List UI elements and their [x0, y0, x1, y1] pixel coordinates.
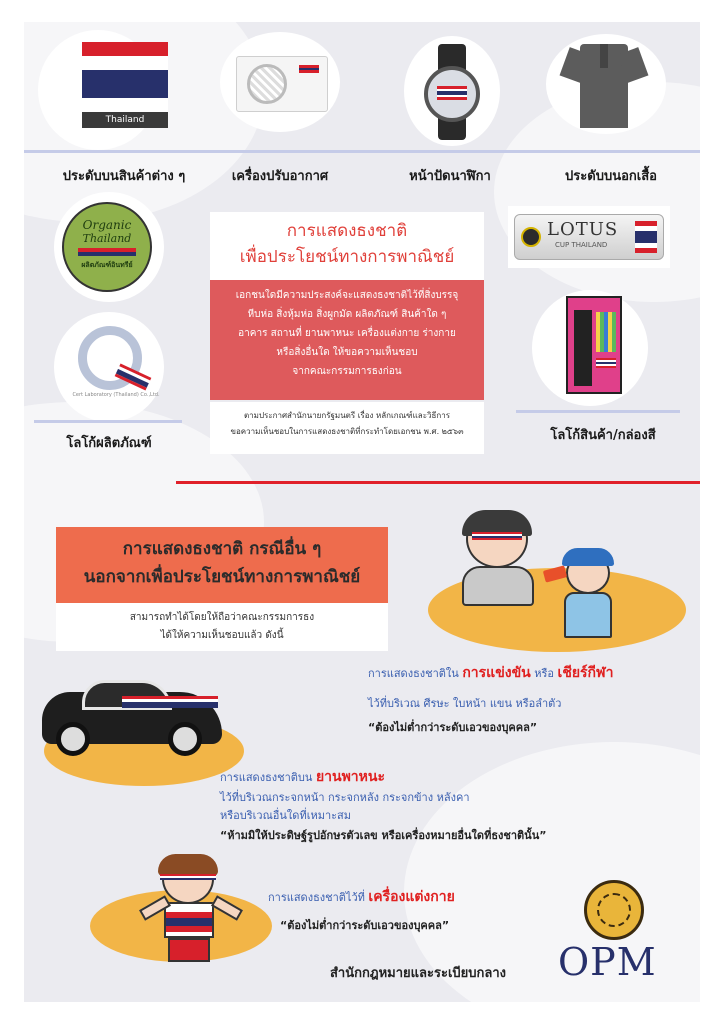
sports-highlight-competition: การแข่งขัน: [462, 665, 531, 681]
rule-line: เอกชนใดมีความประสงค์จะแสดงธงชาติไว้ที่สิ่งบรรจุ: [235, 290, 459, 301]
sports-line1: [368, 662, 613, 684]
rule-line: จากคณะกรรมการธงก่อน: [292, 366, 402, 377]
vehicle-line1: [220, 766, 385, 788]
caption-aircon: เครื่องปรับอากาศ: [231, 169, 329, 184]
footer-org-name: สำนักกฎหมายและระเบียบกลาง: [330, 966, 506, 981]
other-cases-title-line2: นอกจากเพื่อประโยชน์ทางการพาณิชย์: [83, 567, 361, 587]
caption-product-logo: โลโก้ผลิตภัณฑ์: [66, 436, 152, 451]
vehicle-quote: “ห้ามมิให้ประดิษฐ์รูปอักษรตัวเลข หรือเครื่องหมายอื่นใดที่ธงชาตินั้น”: [220, 829, 547, 842]
infographic-page: [24, 22, 700, 1002]
organic-logo-text: Organic: [82, 218, 132, 232]
sports-fan-girl-illustration: [558, 548, 618, 644]
announcement-note: [210, 402, 484, 454]
note-line: ตามประกาศสำนักนายกรัฐมนตรี เรื่อง หลักเกณฑ์และวิธีการ: [243, 411, 451, 420]
q-logo-sub: Cert Laboratory (Thailand) Co.,Ltd.: [72, 392, 160, 398]
sports-prefix: การแสดงธงชาติใน: [368, 667, 459, 680]
sports-fan-boy-illustration: [452, 510, 544, 610]
costume-quote: “ต้องไม่ต่ำกว่าระดับเอวของบุคคล”: [280, 919, 450, 932]
lotus-logo: [514, 214, 664, 260]
vehicle-line3: หรือบริเวณอื่นใดที่เหมาะสม: [220, 809, 352, 822]
opm-emblem-icon: [584, 880, 644, 940]
section-divider-red: [176, 481, 700, 484]
other-cases-sub-line1: สามารถทำได้โดยให้ถือว่าคณะกรรมการธง: [129, 612, 315, 623]
costume-prefix: การแสดงธงชาติไว้ที่: [268, 891, 365, 904]
rule-line: หรือสิ่งอื่นใด ให้ขอความเห็นชอบ: [276, 347, 418, 358]
sports-joiner: หรือ: [534, 667, 555, 680]
watch-face-image: [424, 66, 480, 122]
commercial-title-box: [210, 212, 484, 282]
polo-shirt-image: [564, 44, 644, 128]
note-line: ขอความเห็นชอบในการแสดงธงชาติที่กระทำโดยเอกชน พ.ศ. ๒๕๖๓: [230, 427, 464, 436]
commercial-rule-box: [210, 280, 484, 400]
organic-logo-sub: ผลิตภัณฑ์อินทรีย์: [81, 261, 133, 269]
other-cases-title-line1: การแสดงธงชาติ กรณีอื่น ๆ: [122, 539, 322, 559]
costume-child-illustration: [140, 854, 240, 964]
other-cases-title-box: [56, 527, 388, 603]
rule-line: หีบห่อ สิ่งหุ้มห่อ สิ่งผูกมัด ผลิตภัณฑ์ สินค้าใด ๆ: [247, 309, 447, 320]
lotus-sub: CUP THAILAND: [555, 241, 608, 249]
color-pencil-box-image: [566, 296, 622, 394]
right-divider: [516, 410, 680, 413]
opm-logo-text: OPM: [558, 940, 657, 984]
costume-line1: [268, 886, 455, 908]
air-conditioner-image: [236, 56, 328, 112]
other-cases-sub-line2: ได้ให้ความเห็นชอบแล้ว ดังนี้: [160, 630, 284, 641]
sports-quote: “ต้องไม่ต่ำกว่าระดับเอวของบุคคล”: [368, 721, 538, 734]
sports-highlight-cheer: เชียร์กีฬา: [557, 665, 614, 681]
caption-shirt: ประดับบนอกเสื้อ: [565, 169, 657, 184]
vehicle-highlight: ยานพาหนะ: [315, 769, 385, 785]
flag-label: Thailand: [82, 112, 168, 128]
sports-car-illustration: [42, 674, 222, 756]
commercial-title-line1: การแสดงธงชาติ: [286, 221, 408, 241]
other-cases-sub-box: [56, 603, 388, 651]
caption-products: ประดับบนสินค้าต่าง ๆ: [62, 169, 186, 184]
sports-line2: ไว้ที่บริเวณ ศีรษะ ใบหน้า แขน หรือลำตัว: [368, 697, 562, 710]
caption-colorbox-logo: โลโก้สินค้า/กล่องสี: [550, 428, 656, 443]
lotus-word: LOTUS: [547, 219, 619, 240]
rule-line: อาคาร สถานที่ ยานพาหนะ เครื่องแต่งกาย ร่างกาย: [238, 328, 456, 339]
commercial-title-line2: เพื่อประโยชน์ทางการพาณิชย์: [239, 247, 455, 267]
thai-flag-image: [82, 42, 168, 128]
vehicle-prefix: การแสดงธงชาติบน: [220, 771, 313, 784]
organic-logo-text-2: Thailand: [82, 232, 132, 245]
top-divider: [24, 150, 700, 153]
left-divider: [34, 420, 182, 423]
q-mark-logo: [72, 322, 160, 406]
organic-thailand-logo: [62, 202, 152, 292]
caption-watch: หน้าปัดนาฬิกา: [409, 169, 491, 184]
lotus-logo-card: [508, 206, 670, 268]
costume-highlight: เครื่องแต่งกาย: [368, 889, 455, 905]
vehicle-line2: ไว้ที่บริเวณกระจกหน้า กระจกหลัง กระจกข้าง หลังคา: [220, 791, 470, 804]
